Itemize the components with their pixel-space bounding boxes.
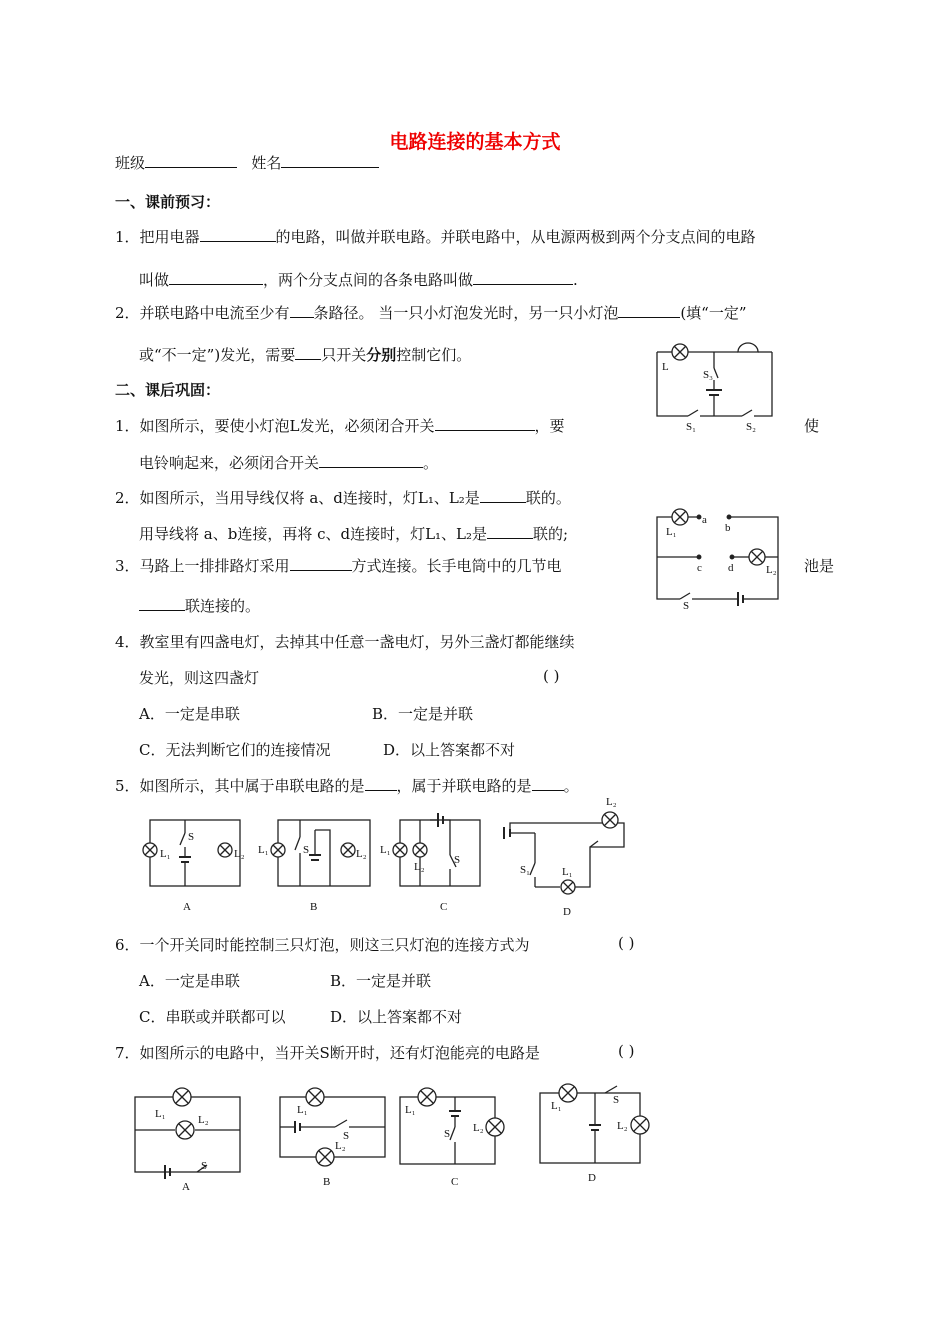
label-L2: L₂ [617,1120,628,1132]
switch-open-figures [125,1075,665,1195]
q2-4-line1: 4．教室里有四盏电灯，去掉其中任意一盏电灯，另外三盏灯都能继续 [115,633,575,651]
q1-2-text: 只开关 [321,346,367,364]
q1-2-text: 或“不一定”)发光，需要 [139,346,296,364]
q2-4-line2: 发光，则这四盏灯 [139,669,260,687]
label-d: d [728,562,734,574]
label-L1: L₁ [160,848,171,860]
q2-4-answer-paren[interactable]: ( ) [543,667,560,685]
q2-7-line: 7．如图所示的电路中，当开关S断开时，还有灯泡能亮的电路是 [115,1044,540,1062]
label-L1: L₁ [297,1104,308,1116]
terminal-circuit-diagram [650,505,785,612]
q2-2-line2 [139,523,568,544]
q2-4-option-b[interactable]: B．一定是并联 [372,705,474,723]
answer-blank[interactable] [290,556,352,571]
q2-5-text: 5．如图所示，其中属于串联电路的是 [115,777,365,795]
q2-2-text: 用导线将 a、b连接，再将 c、d连接时，灯L₁、L₂是 [139,525,488,543]
label-L1: L₁ [405,1104,416,1116]
q2-1-tail: 使 [804,417,820,435]
q2-6-option-a[interactable]: A．一定是串联 [139,972,240,990]
label-B: B [310,901,318,913]
label-C: C [451,1176,459,1188]
bell-circuit-diagram [650,338,780,433]
q1-1-text: ，两个分支点间的各条电路叫做 [263,271,474,289]
q2-3-text: 联连接的。 [185,597,261,615]
label-S: S [188,831,195,843]
q2-6-option-c[interactable]: C．串联或并联都可以 [139,1008,286,1026]
label-L1: L₁ [155,1108,166,1120]
answer-blank[interactable] [480,488,526,503]
q2-1-text: 电铃响起来，必须闭合开关 [139,454,320,472]
section-review-heading: 二、课后巩固： [115,381,221,399]
answer-blank[interactable] [532,776,564,791]
label-L1: L₁ [258,844,269,856]
q1-1-line2 [139,269,578,290]
label-L2: L₂ [335,1140,346,1152]
section-preview-heading: 一、课前预习： [115,193,221,211]
label-b: b [725,522,731,534]
q1-2-emphasis: 分别 [366,346,397,364]
label-S: S [683,600,690,612]
label-S3: S₃ [703,369,713,381]
q1-2-text: 控制它们。 [396,346,472,364]
q1-1-text: 的电路，叫做并联电路。并联电路中，从电源两极到两个分支点间的电路 [275,228,756,246]
answer-blank[interactable] [139,596,185,611]
answer-blank[interactable] [618,303,680,318]
label-S1: S₁ [520,864,530,876]
label-S: S [201,1160,208,1172]
q2-3-text: 方式连接。长手电筒中的几节电 [351,557,562,575]
label-L2: L₂ [234,848,245,860]
q2-1-line1 [115,415,565,436]
q2-5-line [115,775,579,796]
q1-2-line1 [115,302,747,323]
q1-2-text: 2．并联电路中电流至少有 [115,304,290,322]
q2-6-option-d[interactable]: D．以上答案都不对 [330,1008,463,1026]
class-label: 班级 [115,154,146,172]
header-line [115,152,379,173]
q2-1-text: ，要 [534,417,565,435]
q2-3-text: 3．马路上一排排路灯采用 [115,557,290,575]
q2-6-line: 6．一个开关同时能控制三只灯泡，则这三只灯泡的连接方式为 [115,936,530,954]
answer-blank[interactable] [487,524,533,539]
label-S: S [444,1128,451,1140]
q1-1-text: 叫做 [139,271,170,289]
label-A: A [183,901,191,913]
page-title: 电路连接的基本方式 [389,131,561,153]
q2-3-line2 [139,595,260,616]
answer-blank[interactable] [365,776,397,791]
label-A: A [182,1181,190,1193]
q1-1-line1 [115,226,756,247]
q2-2-text: 联的; [533,525,569,543]
label-L: L [662,361,669,373]
name-blank[interactable] [281,153,379,168]
answer-blank[interactable] [290,303,314,318]
label-L2: L₂ [414,861,425,873]
q2-6-answer-paren[interactable]: ( ) [618,934,635,952]
label-S1: S₁ [686,421,696,433]
answer-blank[interactable] [319,453,423,468]
q2-1-text: 1．如图所示，要使小灯泡L发光，必须闭合开关 [115,417,435,435]
q2-2-line1 [115,487,571,508]
q1-2-text: 条路径。 当一只小灯泡发光时，另一只小灯泡 [313,304,619,322]
label-L2: L₂ [473,1122,484,1134]
answer-blank[interactable] [169,270,263,285]
label-S: S [343,1130,350,1142]
label-S: S [454,854,461,866]
q1-1-text: 1．把用电器 [115,228,200,246]
q2-7-answer-paren[interactable]: ( ) [618,1042,635,1060]
q2-5-text: 。 [563,777,579,795]
label-a: a [702,514,707,526]
label-L1: L₁ [551,1100,562,1112]
q2-6-option-b[interactable]: B．一定是并联 [330,972,432,990]
series-parallel-figures [130,795,640,920]
label-c: c [697,562,702,574]
q2-2-text: 联的。 [525,489,571,507]
label-S2: S₂ [746,421,756,433]
label-L2: L₂ [198,1114,209,1126]
q2-1-text: 。 [423,454,439,472]
answer-blank[interactable] [435,416,535,431]
label-L2: L₂ [356,848,367,860]
q2-4-option-d[interactable]: D．以上答案都不对 [383,741,516,759]
bell-icon [738,343,758,352]
answer-blank[interactable] [473,270,573,285]
q2-3-line1 [115,555,562,576]
q2-5-text: ，属于并联电路的是 [396,777,532,795]
q1-1-text: . [573,271,578,289]
class-blank[interactable] [145,153,237,168]
label-L1: L₁ [666,526,677,538]
q1-2-line2 [139,344,471,365]
answer-blank[interactable] [200,227,276,242]
q2-2-text: 2．如图所示，当用导线仅将 a、d连接时，灯L₁、L₂是 [115,489,480,507]
q2-4-option-c[interactable]: C．无法判断它们的连接情况 [139,741,331,759]
q2-4-option-a[interactable]: A．一定是串联 [139,705,240,723]
name-label: 姓名 [251,154,282,172]
label-C: C [440,901,448,913]
label-L2: L₂ [606,796,617,808]
q2-1-line2 [139,452,438,473]
answer-blank[interactable] [295,345,321,360]
label-L1: L₁ [562,866,573,878]
label-S: S [303,844,310,856]
q2-3-tail: 池是 [804,557,835,575]
label-D: D [588,1172,596,1184]
q1-2-text: (填“一定” [680,304,747,322]
label-S: S [613,1094,620,1106]
label-B: B [323,1176,331,1188]
label-D: D [563,906,571,918]
label-L1: L₁ [380,844,391,856]
label-L2: L₂ [766,564,777,576]
